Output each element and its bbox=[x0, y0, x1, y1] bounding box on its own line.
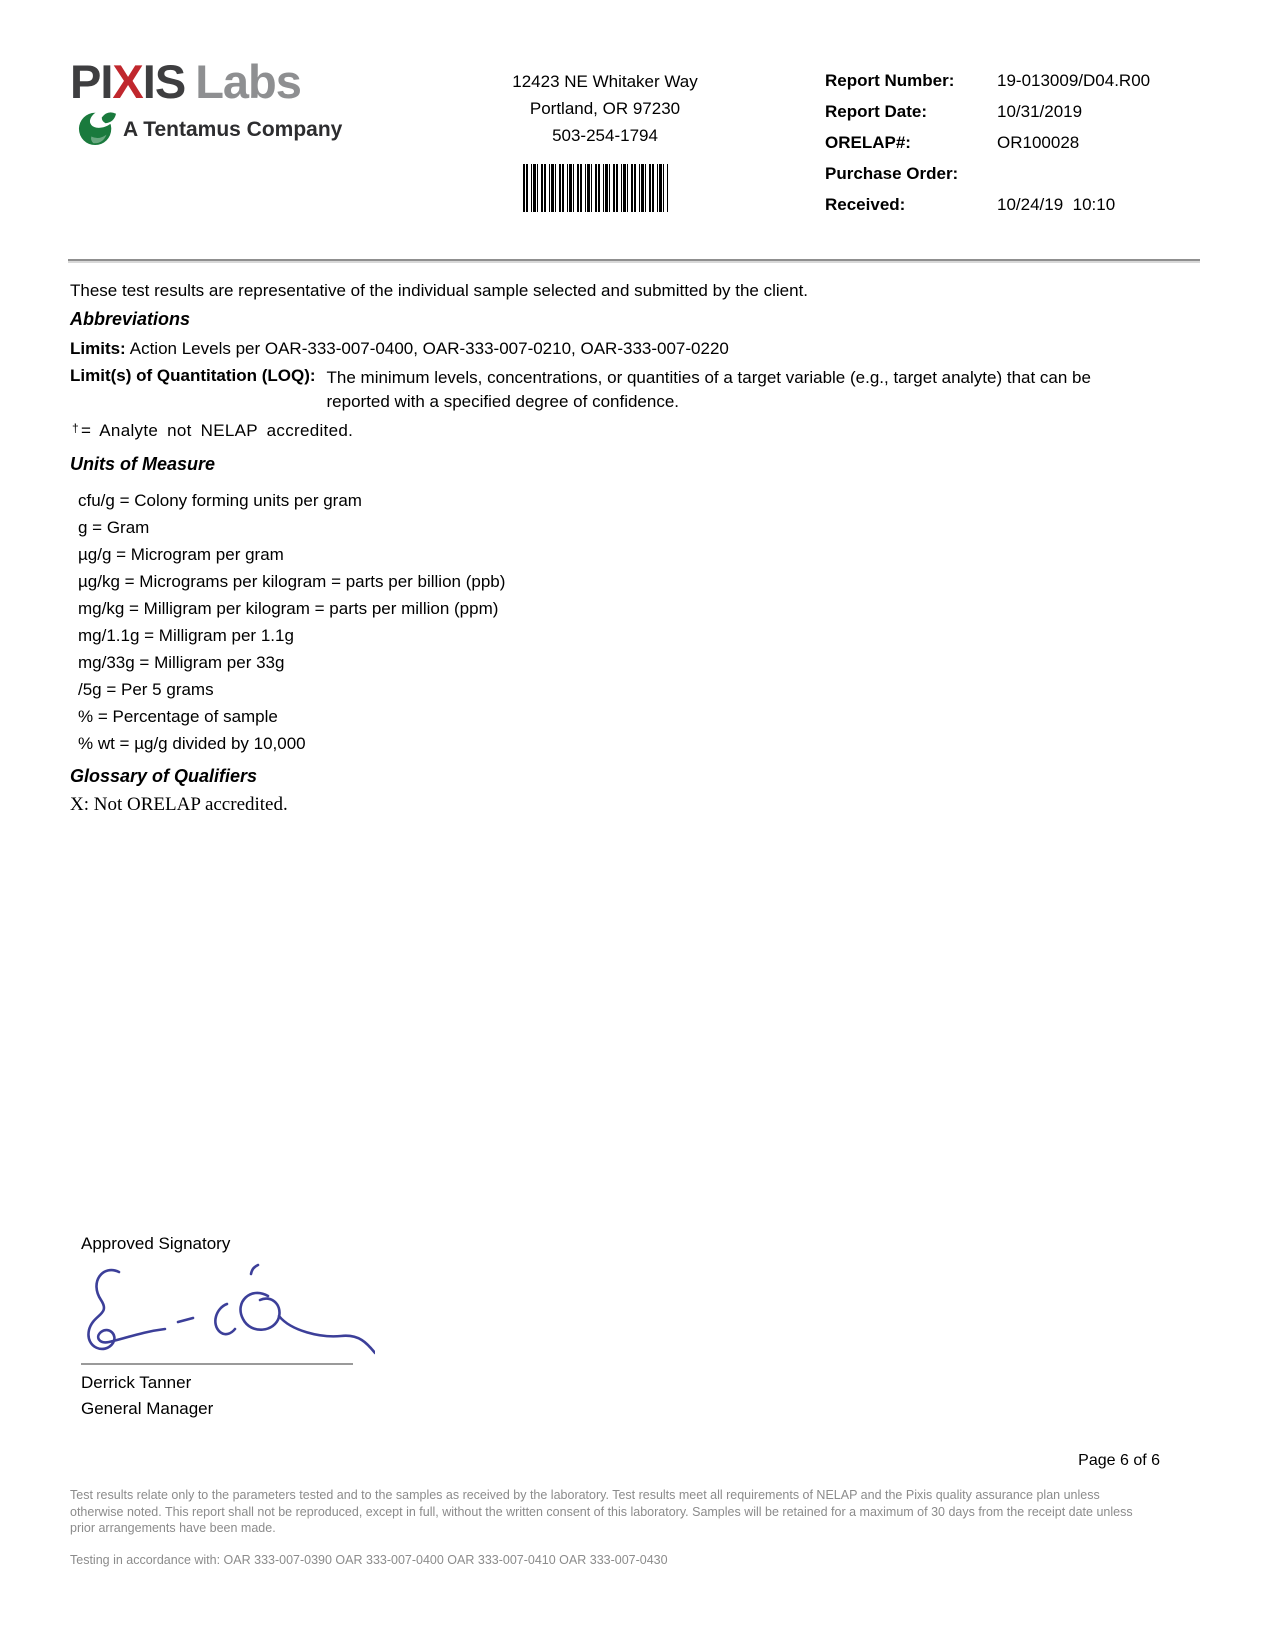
unit-item: % wt = µg/g divided by 10,000 bbox=[78, 734, 306, 753]
abbreviations-title: Abbreviations bbox=[70, 309, 191, 329]
received-label: Received: bbox=[825, 195, 906, 214]
address-line-street: 12423 NE Whitaker Way bbox=[512, 72, 698, 91]
received-value: 10/24/19 10:10 bbox=[997, 195, 1116, 214]
nelap-footnote bbox=[72, 421, 353, 441]
unit-item: mg/kg = Milligram per kilogram = parts per million (ppm) bbox=[78, 599, 499, 618]
report-info-row bbox=[825, 132, 1150, 153]
nelap-footnote-text: = Analyte not NELAP accredited. bbox=[80, 421, 354, 440]
disclaimer-line: otherwise noted. This report shall not be reproduced, except in full, without the written consent of this laboratory. Samples will be retained for a maximum of 30 days from the receipt date unless bbox=[70, 1504, 1133, 1519]
report-date-label: Report Date: bbox=[825, 102, 928, 121]
unit-item: µg/kg = Micrograms per kilogram = parts per billion (ppb) bbox=[78, 572, 506, 591]
loq-text: The minimum levels, concentrations, or quantities of a target variable (e.g., target analyte) that can be reported with a specified degree of confidence. bbox=[326, 368, 1091, 411]
report-number-value: 19-013009/D04.R00 bbox=[997, 71, 1151, 90]
orelap-value: OR100028 bbox=[997, 133, 1080, 152]
glossary-item: X: Not ORELAP accredited. bbox=[70, 794, 288, 815]
pixis-labs-logo bbox=[70, 55, 343, 151]
limits-text: Action Levels per OAR-333-007-0400, OAR-333-007-0210, OAR-333-007-0220 bbox=[129, 339, 729, 358]
unit-item: g = Gram bbox=[78, 518, 150, 537]
abbreviations-section bbox=[70, 309, 1155, 414]
units-list bbox=[70, 487, 505, 757]
intro-statement: These test results are representative of the individual sample selected and submitted by the client. bbox=[70, 281, 809, 300]
purchase-order-label: Purchase Order: bbox=[825, 164, 959, 183]
unit-item: mg/33g = Milligram per 33g bbox=[78, 653, 285, 672]
report-info-row bbox=[825, 194, 1150, 215]
tentamus-leaf-icon bbox=[78, 108, 116, 151]
header-divider bbox=[68, 259, 1200, 263]
logo-text-x: X bbox=[112, 55, 143, 108]
logo-tagline bbox=[78, 108, 342, 151]
unit-item: cfu/g = Colony forming units per gram bbox=[78, 491, 362, 510]
signatory-title: General Manager bbox=[81, 1399, 214, 1418]
signature-image bbox=[75, 1258, 375, 1371]
disclaimer-line: Test results relate only to the parameters tested and to the samples as received by the laboratory. Test results meet all requirements of NELAP and the Pixis quality assurance plan unless bbox=[70, 1488, 1100, 1502]
address-line-phone: 503-254-1794 bbox=[552, 126, 658, 145]
logo-text-pi: PI bbox=[70, 55, 113, 108]
unit-item: µg/g = Microgram per gram bbox=[78, 545, 284, 564]
limits-label: Limits: bbox=[70, 339, 126, 358]
address-line-city: Portland, OR 97230 bbox=[529, 99, 681, 118]
unit-item: % = Percentage of sample bbox=[78, 707, 278, 726]
tagline-text: A Tentamus Company bbox=[123, 117, 343, 141]
limits-line bbox=[70, 339, 1155, 359]
report-date-value: 10/31/2019 bbox=[997, 102, 1083, 121]
page-number: Page 6 of 6 bbox=[1078, 1452, 1160, 1469]
report-info-row bbox=[825, 70, 1150, 91]
logo-text-labs: Labs bbox=[195, 55, 301, 108]
loq-label: Limit(s) of Quantitation (LOQ): bbox=[70, 366, 316, 385]
approved-signatory-label: Approved Signatory bbox=[81, 1234, 231, 1253]
lab-address bbox=[460, 68, 750, 149]
signature-block bbox=[81, 1234, 375, 1419]
barcode-image bbox=[523, 164, 668, 212]
footer-testing-standards: Testing in accordance with: OAR 333-007-0390 OAR 333-007-0400 OAR 333-007-0410 OAR 333-007-0430 bbox=[70, 1553, 668, 1567]
glossary-title: Glossary of Qualifiers bbox=[70, 766, 258, 786]
report-info-row bbox=[825, 101, 1150, 122]
unit-item: /5g = Per 5 grams bbox=[78, 680, 214, 699]
loq-line bbox=[70, 366, 1155, 414]
signatory-name: Derrick Tanner bbox=[81, 1373, 192, 1392]
glossary-section bbox=[70, 766, 288, 816]
report-info-row bbox=[825, 163, 1150, 184]
report-number-label: Report Number: bbox=[825, 71, 955, 90]
dagger-icon: † bbox=[72, 421, 79, 435]
report-info bbox=[825, 70, 1150, 225]
units-section bbox=[70, 454, 505, 757]
disclaimer-line: prior arrangements have been made. bbox=[70, 1521, 276, 1535]
logo-wordmark bbox=[70, 55, 342, 108]
footer-disclaimer bbox=[70, 1487, 1180, 1537]
unit-item: mg/1.1g = Milligram per 1.1g bbox=[78, 626, 294, 645]
logo-text-is: IS bbox=[142, 55, 186, 108]
units-title: Units of Measure bbox=[70, 454, 216, 474]
orelap-label: ORELAP#: bbox=[825, 133, 911, 152]
